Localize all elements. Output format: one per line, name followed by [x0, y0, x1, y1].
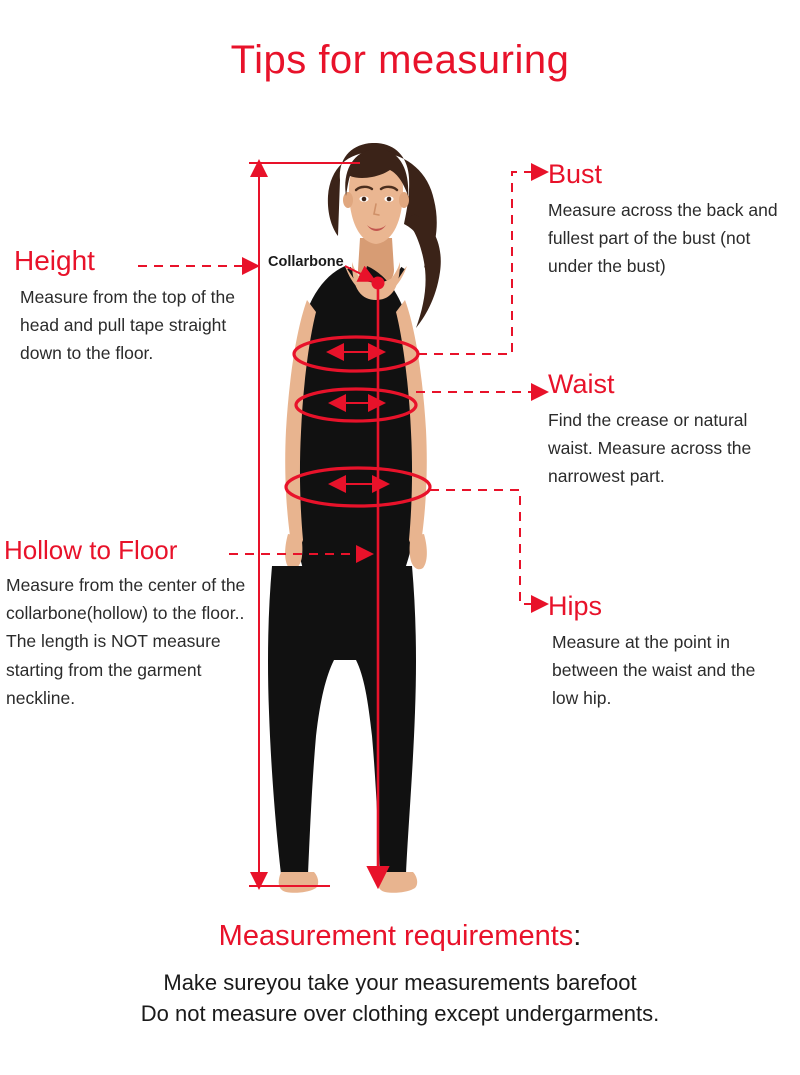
- collarbone-label: Collarbone: [268, 254, 344, 270]
- requirements-label: Measurement requirements: [218, 920, 574, 952]
- callout-bust: [548, 160, 798, 281]
- measurement-requirements: [0, 920, 800, 1029]
- callout-hollow-to-floor-title: Hollow to Floor: [4, 535, 178, 565]
- callout-hips-title: Hips: [548, 591, 603, 621]
- requirements-line-2: Do not measure over clothing except undergarments.: [140, 1001, 660, 1027]
- callout-waist-title: Waist: [548, 369, 615, 399]
- callout-bust-title: Bust: [548, 159, 603, 189]
- callout-hollow-to-floor: [4, 536, 272, 712]
- callout-hips-text: Measure at the point in between the waist and the low hip.: [552, 631, 756, 709]
- callout-height-title: Height: [14, 245, 95, 276]
- callout-hollow-to-floor-text: Measure from the center of the collarbone(hollow) to the floor.. The length is NOT measure starting from the garment neckline.: [6, 574, 246, 708]
- measurement-requirements-title: [0, 920, 800, 953]
- callout-waist-text: Find the crease or natural waist. Measure across the narrowest part.: [548, 409, 752, 487]
- callout-height: [14, 246, 250, 368]
- callout-height-text: Measure from the top of the head and pull tape straight down to the floor.: [20, 286, 235, 364]
- callout-hips: [548, 592, 778, 713]
- callout-bust-text: Measure across the back and fullest part of the bust (not under the bust): [548, 199, 778, 277]
- requirements-line-1: Make sureyou take your measurements barefoot: [163, 970, 637, 995]
- requirements-colon: :: [573, 920, 582, 952]
- page-title: Tips for measuring: [230, 38, 570, 82]
- callout-waist: [548, 370, 796, 491]
